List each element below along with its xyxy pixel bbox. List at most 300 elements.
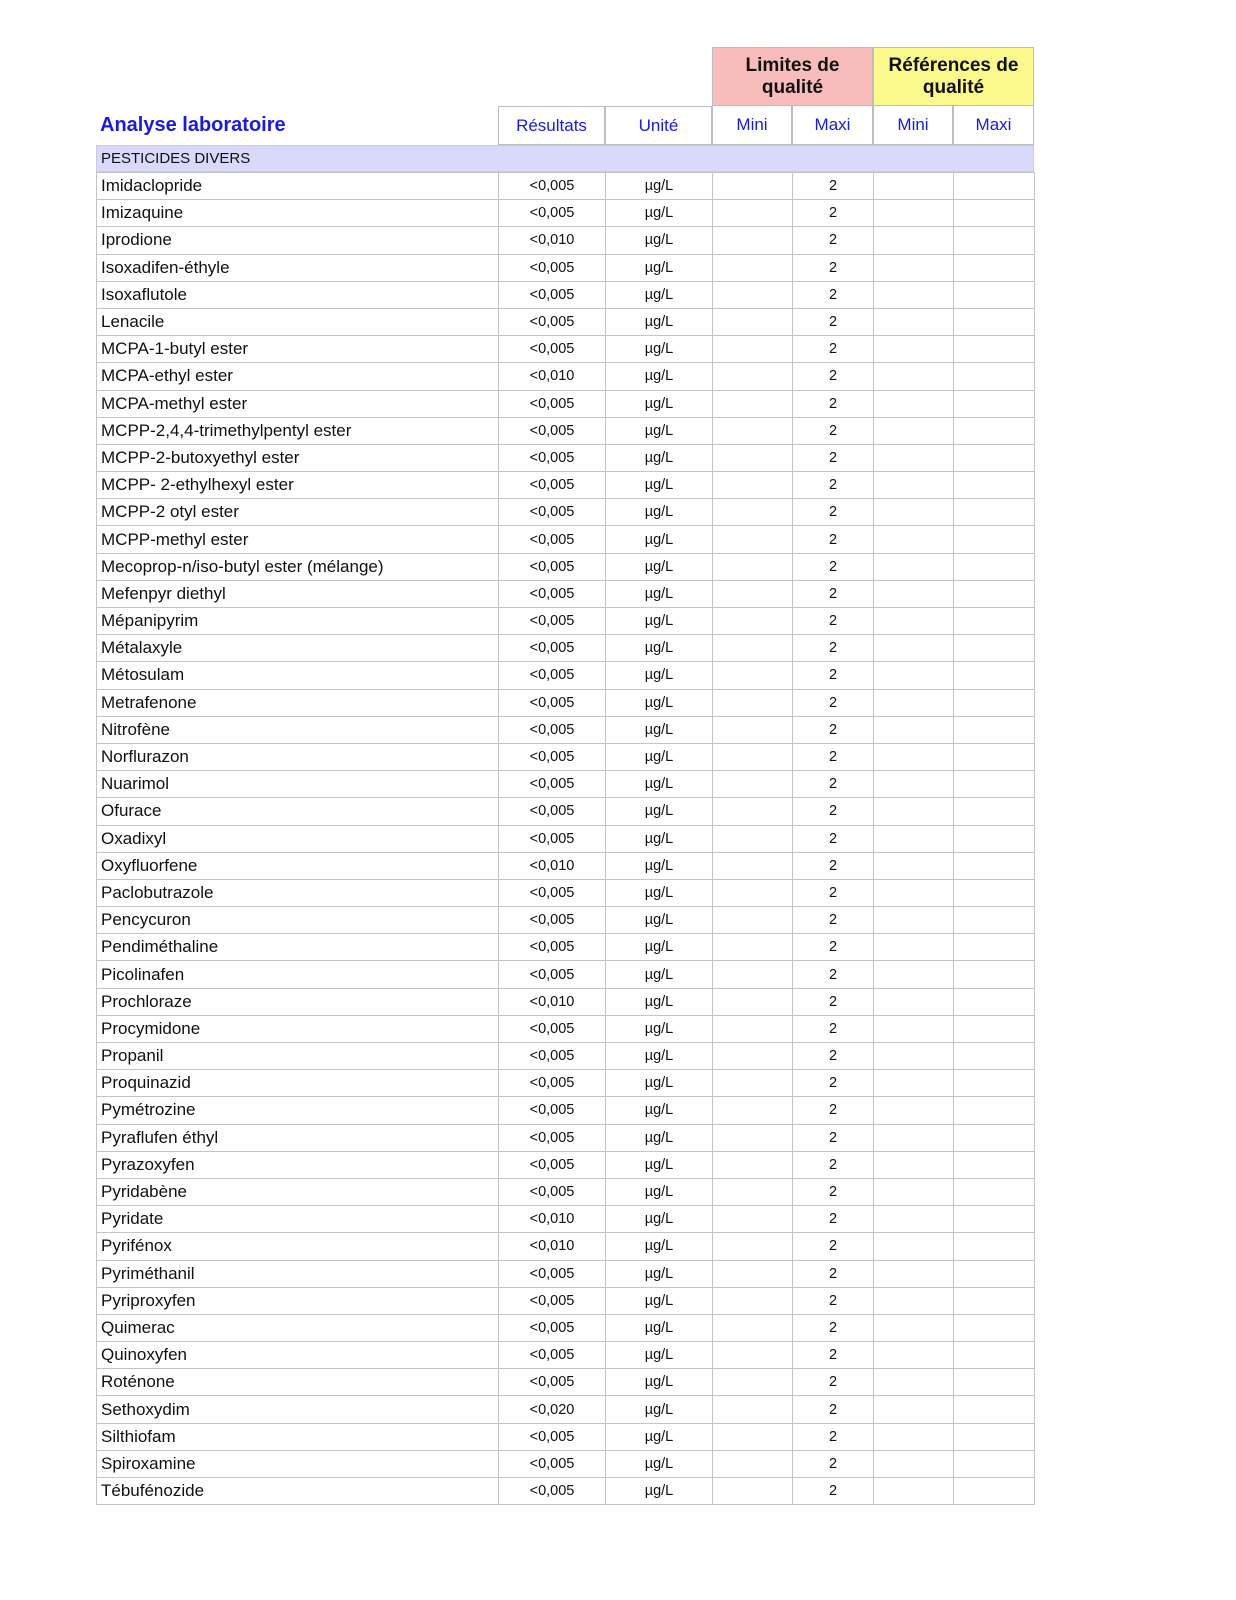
- result-value: <0,005: [499, 1260, 606, 1287]
- table-row: [97, 1369, 1035, 1396]
- unit-value: µg/L: [606, 227, 713, 254]
- substance-name: MCPP-methyl ester: [97, 526, 499, 553]
- reference-max-value: [954, 1206, 1035, 1233]
- limit-min-value: [713, 1342, 793, 1369]
- table-row: [97, 308, 1035, 335]
- limit-min-value: [713, 499, 793, 526]
- column-header-refs-max: Maxi: [953, 106, 1034, 145]
- reference-max-value: [954, 336, 1035, 363]
- limit-max-value: 2: [793, 1124, 874, 1151]
- limit-max-value: 2: [793, 1287, 874, 1314]
- table-row: [97, 499, 1035, 526]
- limit-min-value: [713, 852, 793, 879]
- limit-max-value: 2: [793, 1151, 874, 1178]
- result-value: <0,005: [499, 1369, 606, 1396]
- page-title: Analyse laboratoire: [100, 114, 286, 136]
- reference-max-value: [954, 879, 1035, 906]
- limit-min-value: [713, 1097, 793, 1124]
- substance-name: Nitrofène: [97, 716, 499, 743]
- reference-min-value: [874, 716, 954, 743]
- result-value: <0,005: [499, 499, 606, 526]
- table-row: [97, 961, 1035, 988]
- substance-name: Metrafenone: [97, 689, 499, 716]
- column-header-results: Résultats: [498, 106, 605, 145]
- substance-name: Isoxadifen-éthyle: [97, 254, 499, 281]
- table-row: [97, 934, 1035, 961]
- limit-min-value: [713, 988, 793, 1015]
- results-table-body: [97, 173, 1035, 1505]
- reference-max-value: [954, 1260, 1035, 1287]
- limit-min-value: [713, 907, 793, 934]
- limit-max-value: 2: [793, 743, 874, 770]
- reference-max-value: [954, 1396, 1035, 1423]
- substance-name: Pyrifénox: [97, 1233, 499, 1260]
- reference-min-value: [874, 336, 954, 363]
- limit-min-value: [713, 363, 793, 390]
- table-row: [97, 608, 1035, 635]
- substance-name: Isoxaflutole: [97, 281, 499, 308]
- reference-min-value: [874, 417, 954, 444]
- substance-name: Pyraflufen éthyl: [97, 1124, 499, 1151]
- unit-value: µg/L: [606, 743, 713, 770]
- table-row: [97, 363, 1035, 390]
- result-value: <0,005: [499, 662, 606, 689]
- unit-value: µg/L: [606, 798, 713, 825]
- result-value: <0,005: [499, 526, 606, 553]
- table-row: [97, 472, 1035, 499]
- limit-min-value: [713, 227, 793, 254]
- reference-max-value: [954, 1369, 1035, 1396]
- reference-max-value: [954, 308, 1035, 335]
- substance-name: Quimerac: [97, 1314, 499, 1341]
- limit-max-value: 2: [793, 1206, 874, 1233]
- limit-min-value: [713, 1478, 793, 1505]
- reference-min-value: [874, 608, 954, 635]
- reference-min-value: [874, 1070, 954, 1097]
- substance-name: Ofurace: [97, 798, 499, 825]
- unit-value: µg/L: [606, 417, 713, 444]
- table-row: [97, 254, 1035, 281]
- reference-max-value: [954, 1450, 1035, 1477]
- table-row: [97, 716, 1035, 743]
- table-row: [97, 689, 1035, 716]
- unit-value: µg/L: [606, 1124, 713, 1151]
- column-header-unit: Unité: [605, 106, 712, 145]
- result-value: <0,010: [499, 1233, 606, 1260]
- limit-max-value: 2: [793, 907, 874, 934]
- substance-name: Nuarimol: [97, 771, 499, 798]
- limit-max-value: 2: [793, 1070, 874, 1097]
- result-value: <0,005: [499, 934, 606, 961]
- table-row: [97, 444, 1035, 471]
- table-row: [97, 988, 1035, 1015]
- unit-value: µg/L: [606, 771, 713, 798]
- unit-value: µg/L: [606, 390, 713, 417]
- substance-name: Spiroxamine: [97, 1450, 499, 1477]
- reference-min-value: [874, 1015, 954, 1042]
- substance-name: MCPP-2,4,4-trimethylpentyl ester: [97, 417, 499, 444]
- substance-name: Mépanipyrim: [97, 608, 499, 635]
- result-value: <0,005: [499, 961, 606, 988]
- reference-max-value: [954, 1070, 1035, 1097]
- column-header-limits-min: Mini: [712, 106, 792, 145]
- substance-name: Pencycuron: [97, 907, 499, 934]
- unit-value: µg/L: [606, 988, 713, 1015]
- table-row: [97, 1151, 1035, 1178]
- reference-min-value: [874, 526, 954, 553]
- reference-min-value: [874, 1342, 954, 1369]
- reference-min-value: [874, 363, 954, 390]
- reference-max-value: [954, 553, 1035, 580]
- limit-min-value: [713, 173, 793, 200]
- result-value: <0,005: [499, 716, 606, 743]
- result-value: <0,005: [499, 635, 606, 662]
- table-row: [97, 580, 1035, 607]
- reference-min-value: [874, 1314, 954, 1341]
- reference-max-value: [954, 961, 1035, 988]
- reference-min-value: [874, 907, 954, 934]
- result-value: <0,005: [499, 472, 606, 499]
- unit-value: µg/L: [606, 879, 713, 906]
- limit-max-value: 2: [793, 336, 874, 363]
- limit-max-value: 2: [793, 1178, 874, 1205]
- result-value: <0,005: [499, 580, 606, 607]
- limit-max-value: 2: [793, 689, 874, 716]
- limit-min-value: [713, 1178, 793, 1205]
- table-row: [97, 1314, 1035, 1341]
- substance-name: Paclobutrazole: [97, 879, 499, 906]
- limit-min-value: [713, 390, 793, 417]
- limit-min-value: [713, 553, 793, 580]
- unit-value: µg/L: [606, 472, 713, 499]
- unit-value: µg/L: [606, 825, 713, 852]
- limit-max-value: 2: [793, 417, 874, 444]
- limit-min-value: [713, 200, 793, 227]
- table-row: [97, 390, 1035, 417]
- references-header: Références de qualité: [873, 47, 1034, 106]
- limit-min-value: [713, 934, 793, 961]
- result-value: <0,005: [499, 1478, 606, 1505]
- reference-max-value: [954, 1124, 1035, 1151]
- unit-value: µg/L: [606, 363, 713, 390]
- reference-max-value: [954, 716, 1035, 743]
- reference-min-value: [874, 227, 954, 254]
- unit-value: µg/L: [606, 1287, 713, 1314]
- substance-name: MCPA-ethyl ester: [97, 363, 499, 390]
- substance-name: Imizaquine: [97, 200, 499, 227]
- result-value: <0,020: [499, 1396, 606, 1423]
- result-value: <0,005: [499, 390, 606, 417]
- unit-value: µg/L: [606, 1342, 713, 1369]
- substance-name: Procymidone: [97, 1015, 499, 1042]
- unit-value: µg/L: [606, 716, 713, 743]
- unit-value: µg/L: [606, 281, 713, 308]
- substance-name: Imidaclopride: [97, 173, 499, 200]
- reference-min-value: [874, 798, 954, 825]
- result-value: <0,005: [499, 798, 606, 825]
- reference-max-value: [954, 662, 1035, 689]
- table-row: [97, 1342, 1035, 1369]
- result-value: <0,005: [499, 553, 606, 580]
- result-value: <0,005: [499, 771, 606, 798]
- limit-max-value: 2: [793, 1342, 874, 1369]
- limit-min-value: [713, 1124, 793, 1151]
- reference-min-value: [874, 1478, 954, 1505]
- table-row: [97, 825, 1035, 852]
- reference-max-value: [954, 580, 1035, 607]
- unit-value: µg/L: [606, 689, 713, 716]
- table-row: [97, 1178, 1035, 1205]
- unit-value: µg/L: [606, 308, 713, 335]
- limit-min-value: [713, 1396, 793, 1423]
- result-value: <0,005: [499, 1015, 606, 1042]
- limit-max-value: 2: [793, 200, 874, 227]
- limit-max-value: 2: [793, 852, 874, 879]
- reference-max-value: [954, 526, 1035, 553]
- result-value: <0,005: [499, 1342, 606, 1369]
- reference-max-value: [954, 1233, 1035, 1260]
- result-value: <0,005: [499, 1097, 606, 1124]
- reference-min-value: [874, 635, 954, 662]
- unit-value: µg/L: [606, 852, 713, 879]
- reference-max-value: [954, 1287, 1035, 1314]
- reference-max-value: [954, 499, 1035, 526]
- table-row: [97, 743, 1035, 770]
- table-row: [97, 1260, 1035, 1287]
- reference-min-value: [874, 281, 954, 308]
- reference-max-value: [954, 635, 1035, 662]
- result-value: <0,005: [499, 1178, 606, 1205]
- reference-min-value: [874, 553, 954, 580]
- reference-max-value: [954, 852, 1035, 879]
- reference-min-value: [874, 1423, 954, 1450]
- substance-name: Pyridabène: [97, 1178, 499, 1205]
- limit-max-value: 2: [793, 390, 874, 417]
- limit-max-value: 2: [793, 879, 874, 906]
- unit-value: µg/L: [606, 254, 713, 281]
- unit-value: µg/L: [606, 1206, 713, 1233]
- result-value: <0,005: [499, 308, 606, 335]
- unit-value: µg/L: [606, 635, 713, 662]
- unit-value: µg/L: [606, 1178, 713, 1205]
- limit-max-value: 2: [793, 716, 874, 743]
- table-row: [97, 173, 1035, 200]
- table-row: [97, 1287, 1035, 1314]
- reference-max-value: [954, 988, 1035, 1015]
- table-row: [97, 526, 1035, 553]
- limit-min-value: [713, 1423, 793, 1450]
- section-header: PESTICIDES DIVERS: [96, 145, 1034, 172]
- table-row: [97, 879, 1035, 906]
- limits-header: Limites de qualité: [712, 47, 873, 106]
- reference-min-value: [874, 689, 954, 716]
- unit-value: µg/L: [606, 336, 713, 363]
- reference-max-value: [954, 1314, 1035, 1341]
- reference-min-value: [874, 1097, 954, 1124]
- quality-bands: [96, 47, 1034, 106]
- reference-max-value: [954, 1097, 1035, 1124]
- table-row: [97, 553, 1035, 580]
- column-header-refs-min: Mini: [873, 106, 953, 145]
- unit-value: µg/L: [606, 200, 713, 227]
- result-value: <0,005: [499, 689, 606, 716]
- reference-min-value: [874, 200, 954, 227]
- limit-max-value: 2: [793, 553, 874, 580]
- limit-min-value: [713, 1151, 793, 1178]
- limit-min-value: [713, 662, 793, 689]
- reference-max-value: [954, 254, 1035, 281]
- reference-max-value: [954, 1423, 1035, 1450]
- substance-name: MCPA-1-butyl ester: [97, 336, 499, 363]
- unit-value: µg/L: [606, 961, 713, 988]
- reference-max-value: [954, 608, 1035, 635]
- table-row: [97, 1124, 1035, 1151]
- reference-max-value: [954, 771, 1035, 798]
- limit-max-value: 2: [793, 580, 874, 607]
- limit-min-value: [713, 825, 793, 852]
- substance-name: Lenacile: [97, 308, 499, 335]
- limit-min-value: [713, 1015, 793, 1042]
- limit-max-value: 2: [793, 798, 874, 825]
- unit-value: µg/L: [606, 1478, 713, 1505]
- result-value: <0,010: [499, 227, 606, 254]
- reference-max-value: [954, 743, 1035, 770]
- substance-name: MCPP- 2-ethylhexyl ester: [97, 472, 499, 499]
- reference-min-value: [874, 254, 954, 281]
- reference-max-value: [954, 173, 1035, 200]
- result-value: <0,005: [499, 444, 606, 471]
- limit-min-value: [713, 254, 793, 281]
- reference-min-value: [874, 988, 954, 1015]
- limit-max-value: 2: [793, 173, 874, 200]
- substance-name: Pyriproxyfen: [97, 1287, 499, 1314]
- unit-value: µg/L: [606, 1015, 713, 1042]
- limit-max-value: 2: [793, 1450, 874, 1477]
- table-row: [97, 798, 1035, 825]
- limit-max-value: 2: [793, 608, 874, 635]
- reference-max-value: [954, 417, 1035, 444]
- table-row: [97, 907, 1035, 934]
- limit-min-value: [713, 336, 793, 363]
- reference-min-value: [874, 1206, 954, 1233]
- limit-min-value: [713, 1369, 793, 1396]
- limit-min-value: [713, 716, 793, 743]
- table-row: [97, 771, 1035, 798]
- limit-max-value: 2: [793, 1314, 874, 1341]
- limit-min-value: [713, 1233, 793, 1260]
- substance-name: Tébufénozide: [97, 1478, 499, 1505]
- result-value: <0,005: [499, 1043, 606, 1070]
- limit-max-value: 2: [793, 227, 874, 254]
- result-value: <0,005: [499, 1287, 606, 1314]
- result-value: <0,005: [499, 743, 606, 770]
- reference-max-value: [954, 1015, 1035, 1042]
- limit-max-value: 2: [793, 308, 874, 335]
- result-value: <0,005: [499, 825, 606, 852]
- limit-min-value: [713, 743, 793, 770]
- table-row: [97, 1015, 1035, 1042]
- reference-max-value: [954, 934, 1035, 961]
- unit-value: µg/L: [606, 662, 713, 689]
- reference-min-value: [874, 499, 954, 526]
- limit-min-value: [713, 689, 793, 716]
- results-table: [96, 172, 1035, 1505]
- limit-min-value: [713, 1070, 793, 1097]
- limit-max-value: 2: [793, 662, 874, 689]
- limit-max-value: 2: [793, 499, 874, 526]
- table-row: [97, 1450, 1035, 1477]
- substance-name: Roténone: [97, 1369, 499, 1396]
- reference-max-value: [954, 798, 1035, 825]
- unit-value: µg/L: [606, 444, 713, 471]
- reference-min-value: [874, 825, 954, 852]
- table-row: [97, 662, 1035, 689]
- unit-value: µg/L: [606, 608, 713, 635]
- reference-min-value: [874, 1287, 954, 1314]
- reference-max-value: [954, 363, 1035, 390]
- substance-name: Quinoxyfen: [97, 1342, 499, 1369]
- reference-min-value: [874, 961, 954, 988]
- substance-name: Picolinafen: [97, 961, 499, 988]
- reference-max-value: [954, 227, 1035, 254]
- limit-max-value: 2: [793, 444, 874, 471]
- limit-max-value: 2: [793, 635, 874, 662]
- limit-min-value: [713, 961, 793, 988]
- reference-min-value: [874, 1369, 954, 1396]
- substance-name: Mecoprop-n/iso-butyl ester (mélange): [97, 553, 499, 580]
- limit-min-value: [713, 608, 793, 635]
- unit-value: µg/L: [606, 1396, 713, 1423]
- limit-min-value: [713, 1206, 793, 1233]
- unit-value: µg/L: [606, 1233, 713, 1260]
- result-value: <0,010: [499, 852, 606, 879]
- table-row: [97, 852, 1035, 879]
- substance-name: Pendiméthaline: [97, 934, 499, 961]
- table-row: [97, 1478, 1035, 1505]
- limit-min-value: [713, 1043, 793, 1070]
- limit-max-value: 2: [793, 1396, 874, 1423]
- limit-max-value: 2: [793, 961, 874, 988]
- unit-value: µg/L: [606, 1314, 713, 1341]
- limit-min-value: [713, 1260, 793, 1287]
- reference-max-value: [954, 907, 1035, 934]
- limit-max-value: 2: [793, 1478, 874, 1505]
- substance-name: Pyrazoxyfen: [97, 1151, 499, 1178]
- reference-max-value: [954, 1478, 1035, 1505]
- result-value: <0,005: [499, 907, 606, 934]
- reference-min-value: [874, 1233, 954, 1260]
- substance-name: Pyriméthanil: [97, 1260, 499, 1287]
- limit-max-value: 2: [793, 1260, 874, 1287]
- substance-name: MCPP-2 otyl ester: [97, 499, 499, 526]
- unit-value: µg/L: [606, 1369, 713, 1396]
- reference-min-value: [874, 771, 954, 798]
- reference-max-value: [954, 281, 1035, 308]
- unit-value: µg/L: [606, 1450, 713, 1477]
- limit-min-value: [713, 526, 793, 553]
- table-row: [97, 1206, 1035, 1233]
- substance-name: Métalaxyle: [97, 635, 499, 662]
- limit-max-value: 2: [793, 472, 874, 499]
- substance-name: Pymétrozine: [97, 1097, 499, 1124]
- unit-value: µg/L: [606, 499, 713, 526]
- result-value: <0,005: [499, 254, 606, 281]
- limit-max-value: 2: [793, 1369, 874, 1396]
- result-value: <0,005: [499, 200, 606, 227]
- limit-max-value: 2: [793, 526, 874, 553]
- column-header-row: [96, 106, 1034, 145]
- unit-value: µg/L: [606, 1097, 713, 1124]
